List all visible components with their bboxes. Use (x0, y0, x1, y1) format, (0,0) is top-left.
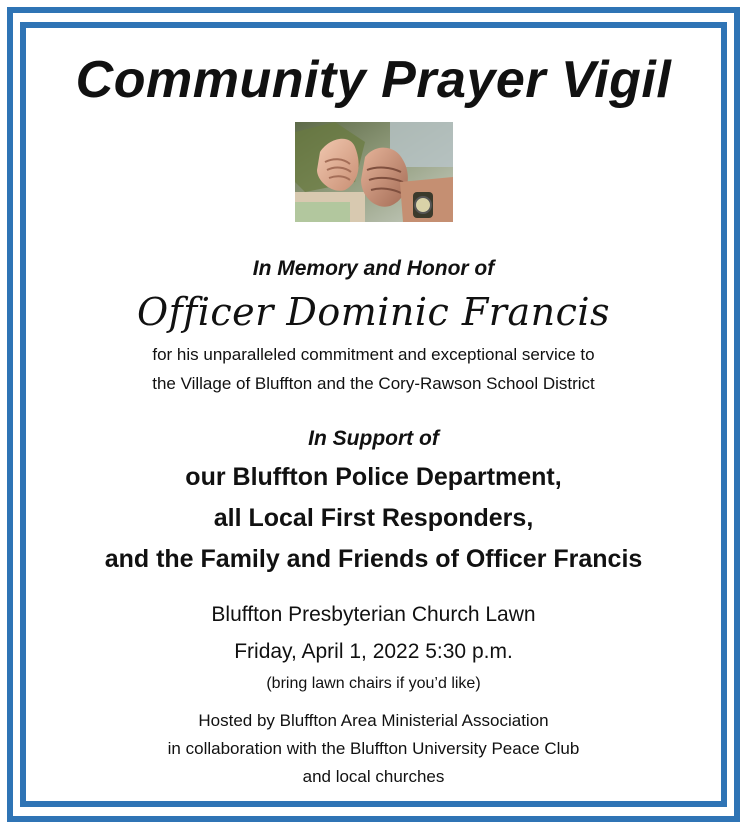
tribute-line-2: the Village of Bluffton and the Cory-Rawson School District (152, 374, 595, 393)
support-heading: In Support of (308, 427, 439, 450)
tribute-line-1: for his unparalleled commitment and exceptional service to (152, 345, 595, 364)
host-line-2: in collaboration with the Bluffton University Peace Club (167, 739, 580, 758)
support-line-1: our Bluffton Police Department, (185, 463, 562, 491)
support-line-3: and the Family and Friends of Officer Francis (104, 545, 643, 573)
honoree-name: Officer Dominic Francis (136, 290, 611, 334)
host-line-1: Hosted by Bluffton Area Ministerial Association (198, 711, 549, 730)
location-text: Bluffton Presbyterian Church Lawn (211, 603, 536, 626)
praying-hands-photo (295, 122, 453, 222)
flyer-title: Community Prayer Vigil (75, 51, 672, 109)
note-text: (bring lawn chairs if you’d like) (266, 675, 481, 692)
host-line-3: and local churches (302, 767, 445, 786)
datetime-text: Friday, April 1, 2022 5:30 p.m. (234, 640, 513, 663)
praying-hands-icon (295, 122, 453, 222)
support-line-2: all Local First Responders, (213, 504, 534, 532)
memory-heading: In Memory and Honor of (252, 257, 495, 280)
